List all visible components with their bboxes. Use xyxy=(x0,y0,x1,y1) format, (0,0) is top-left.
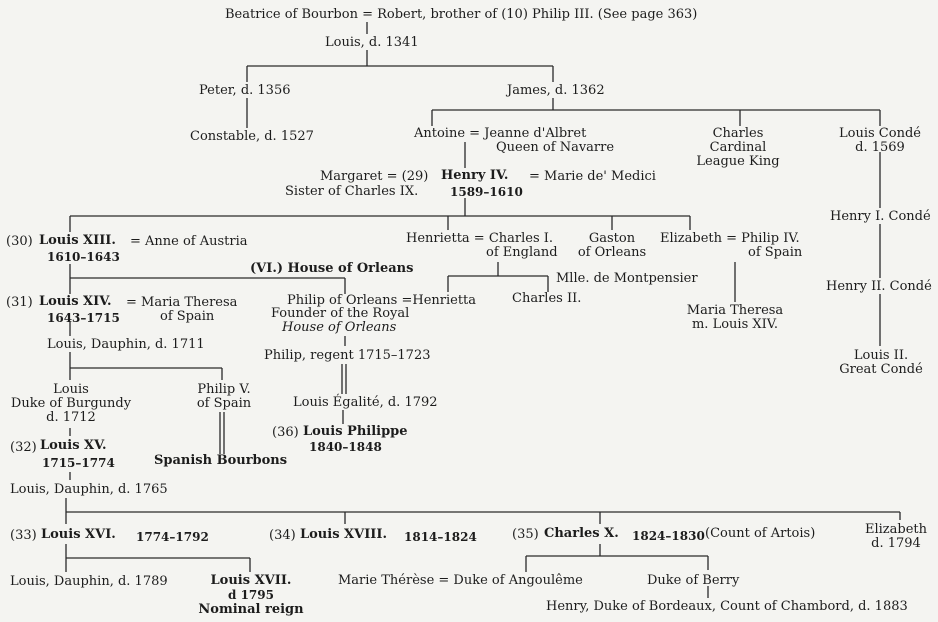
date: d 1795 xyxy=(228,588,274,602)
sister-of-charles-ix: Sister of Charles IX. xyxy=(285,184,419,199)
louis-xv-number: (32) xyxy=(10,440,37,455)
louis-ii-great-conde xyxy=(826,349,936,377)
name: Elizabeth xyxy=(864,522,928,537)
date: d. 1712 xyxy=(46,410,96,425)
name: Louis II. xyxy=(853,348,909,363)
name: Louis Condé xyxy=(839,126,921,141)
louis-xiii: Louis XIII. xyxy=(39,233,116,248)
title: League King xyxy=(696,154,780,169)
marie-therese: Marie Thérèse = Duke of Angoulême xyxy=(338,573,583,588)
henry-iv: Henry IV. xyxy=(441,168,509,183)
maria-theresa-m-louis-xiv xyxy=(675,304,795,332)
house-of-orleans-italic: House of Orleans xyxy=(282,320,397,335)
of-england: of England xyxy=(486,245,558,260)
louis-xvi-dates: 1774–1792 xyxy=(136,530,209,544)
founder-of-royal: Founder of the Royal xyxy=(271,306,410,321)
of-spain-maria-theresa: of Spain xyxy=(160,309,215,324)
beatrice-robert: Beatrice of Bourbon = Robert, brother of (10) Philip III. (See page 363) xyxy=(225,7,698,22)
title: Duke of Burgundy xyxy=(10,396,132,411)
louis-xiii-dates: 1610–1643 xyxy=(47,250,120,264)
name: Maria Theresa xyxy=(686,303,784,318)
maria-theresa: = Maria Theresa xyxy=(126,295,238,310)
louis-philippe-number: (36) xyxy=(272,425,299,440)
louis-xvi: Louis XVI. xyxy=(41,527,116,542)
charles-cardinal xyxy=(690,127,786,169)
mlle-de-montpensier: Mlle. de Montpensier xyxy=(556,271,698,286)
henry-ii-conde: Henry II. Condé xyxy=(826,279,932,294)
henry-duke-of-bordeaux: Henry, Duke of Bordeaux, Count of Chambord, d. 1883 xyxy=(546,599,908,614)
louis-egalite: Louis Égalité, d. 1792 xyxy=(293,395,438,410)
james: James, d. 1362 xyxy=(507,83,605,98)
name: Philip V. xyxy=(197,382,251,397)
louis-xiv-dates: 1643–1715 xyxy=(47,311,120,325)
charles-x-number: (35) xyxy=(512,527,539,542)
house-of-orleans-heading: (VI.) House of Orleans xyxy=(250,261,414,276)
philip-regent: Philip, regent 1715–1723 xyxy=(264,348,431,363)
louis-1341: Louis, d. 1341 xyxy=(325,35,419,50)
louis-xviii: Louis XVIII. xyxy=(300,527,387,542)
charles-ii: Charles II. xyxy=(512,291,582,306)
louis-xiv-number: (31) xyxy=(6,295,33,310)
charles-x-dates: 1824–1830 xyxy=(632,529,705,543)
henry-iv-dates: 1589–1610 xyxy=(450,185,523,199)
dauphin-1789: Louis, Dauphin, d. 1789 xyxy=(10,574,168,589)
dauphin-1711: Louis, Dauphin, d. 1711 xyxy=(47,337,205,352)
louis-xv: Louis XV. xyxy=(40,438,107,453)
louis-xviii-dates: 1814–1824 xyxy=(404,530,477,544)
henrietta-charles-i: Henrietta = Charles I. xyxy=(406,231,554,246)
name: Louis XVII. xyxy=(210,573,292,588)
louis-xvi-number: (33) xyxy=(10,528,37,543)
title: Cardinal xyxy=(709,140,767,155)
louis-conde xyxy=(830,127,930,155)
louis-duke-of-burgundy xyxy=(6,383,136,425)
name: Gaston xyxy=(588,231,636,246)
date: d. 1569 xyxy=(855,140,905,155)
charles-x: Charles X. xyxy=(544,526,619,541)
elizabeth-1794 xyxy=(856,523,936,551)
queen-of-navarre: Queen of Navarre xyxy=(496,140,615,155)
louis-philippe-dates: 1840–1848 xyxy=(309,440,382,454)
antoine-jeanne: Antoine = Jeanne d'Albret xyxy=(414,126,587,141)
anne-of-austria: = Anne of Austria xyxy=(130,234,248,249)
louis-philippe: Louis Philippe xyxy=(303,424,408,439)
title: of Spain xyxy=(196,396,252,411)
name: Charles xyxy=(712,126,764,141)
dauphin-1765: Louis, Dauphin, d. 1765 xyxy=(10,482,168,497)
spanish-bourbons: Spanish Bourbons xyxy=(154,453,288,468)
constable: Constable, d. 1527 xyxy=(190,129,314,144)
philip-v-of-spain xyxy=(186,383,262,411)
of-spain: of Spain xyxy=(748,245,803,260)
henry-i-conde: Henry I. Condé xyxy=(830,209,931,224)
name: Louis xyxy=(53,382,89,397)
duke-of-berry: Duke of Berry xyxy=(647,573,740,588)
louis-xv-dates: 1715–1774 xyxy=(42,456,115,470)
note: Nominal reign xyxy=(198,602,304,617)
note: m. Louis XIV. xyxy=(691,317,779,332)
date: d. 1794 xyxy=(871,536,921,551)
title: of Orleans xyxy=(577,245,647,260)
louis-xviii-number: (34) xyxy=(269,528,296,543)
louis-xiii-number: (30) xyxy=(6,234,33,249)
louis-xiv: Louis XIV. xyxy=(39,294,112,309)
margaret: Margaret = (29) xyxy=(320,169,429,184)
title: Great Condé xyxy=(839,362,923,377)
philip-of-orleans: Philip of Orleans =Henrietta xyxy=(287,293,477,308)
louis-xvii xyxy=(196,574,306,617)
elizabeth-philip-iv: Elizabeth = Philip IV. xyxy=(660,231,800,246)
count-of-artois: (Count of Artois) xyxy=(705,526,816,541)
marie-de-medici: = Marie de' Medici xyxy=(529,169,656,184)
peter: Peter, d. 1356 xyxy=(199,83,291,98)
gaston-of-orleans xyxy=(574,232,650,260)
